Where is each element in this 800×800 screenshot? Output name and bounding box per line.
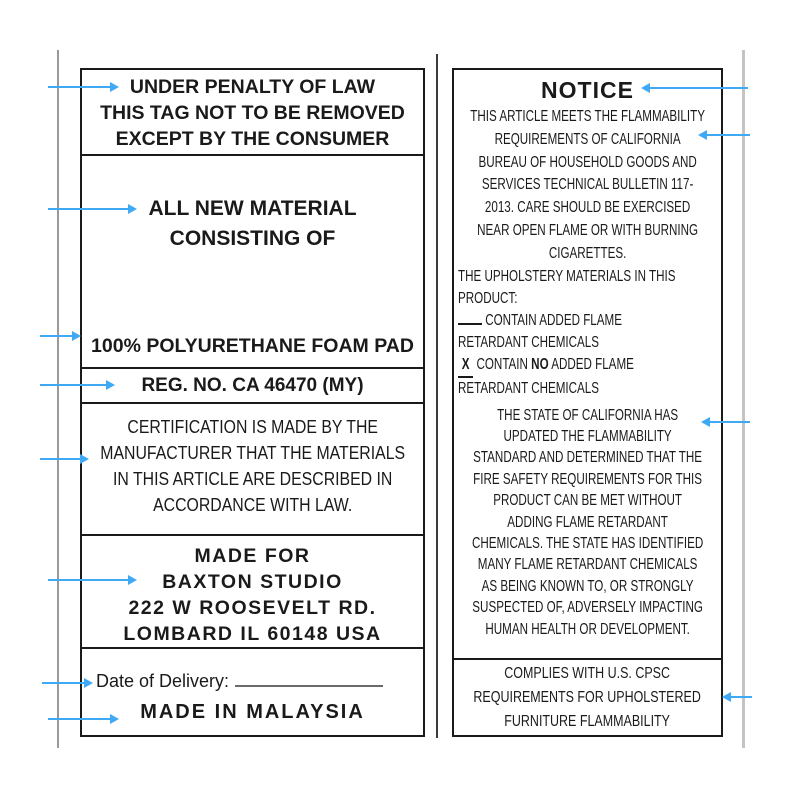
arrowhead-icon [698,130,707,140]
arrowhead-icon [701,417,710,427]
x-mark: X [458,354,473,378]
upholstery-line: PRODUCT: [458,289,518,307]
manufacturer-name: BAXTON STUDIO [162,570,343,593]
arrow-reg-no [40,384,106,386]
state-line: THE STATE OF CALIFORNIA HAS [496,406,679,424]
flammability-line: SERVICES TECHNICAL BULLETIN 117- [481,176,694,194]
certification-line: IN THIS ARTICLE ARE DESCRIBED IN [112,469,393,490]
notice-body [454,70,721,658]
certification-text [82,414,423,518]
date-of-delivery-label: Date of Delivery: [96,670,230,691]
arrow-date-of-delivery [42,682,84,684]
state-line: MANY FLAME RETARDANT CHEMICALS [477,556,698,574]
notice-right-panel [452,68,723,737]
upholstery-line: THE UPHOLSTERY MATERIALS IN THIS [458,267,676,285]
state-line: HUMAN HEALTH OR DEVELOPMENT. [485,620,690,638]
arrow-made-in-malaysia [48,718,110,720]
arrowhead-icon [641,83,650,93]
state-line: STANDARD AND DETERMINED THAT THE [473,449,702,467]
arrowhead-icon [84,678,93,688]
arrow-ca-requirements [707,134,750,136]
arrow-under-penalty [48,86,110,88]
arrow-cpsc [731,696,752,698]
arrowhead-icon [722,692,731,702]
no-contain-option-line2: RETARDANT CHEMICALS [458,379,600,397]
arrowhead-icon [110,714,119,724]
no-contain-pre: CONTAIN [473,355,532,373]
delivery-section [82,647,423,735]
penalty-line: THIS TAG NOT TO BE REMOVED [100,102,405,124]
arrow-foam-pad [40,335,72,337]
flammability-line: BUREAU OF HOUSEHOLD GOODS AND [478,153,697,171]
state-line: FIRE SAFETY REQUIREMENTS FOR THIS [473,470,702,488]
arrow-certification [40,458,80,460]
certification-section [82,402,423,533]
arrow-baxton-studio [48,579,128,581]
contain-option-text: CONTAIN ADDED FLAME [485,311,622,329]
state-line: UPDATED THE FLAMMABILITY [503,427,672,445]
no-contain-bold: NO [531,355,549,373]
state-paragraph [458,405,717,640]
arrowhead-icon [72,331,81,341]
state-line: AS BEING KNOWN TO, OR STRONGLY [481,577,694,595]
upholstery-heading [458,266,717,310]
flammability-line: 2013. CARE SHOULD BE EXERCISED [484,199,691,217]
made-for-line: MADE FOR [194,544,311,567]
penalty-section [82,70,423,154]
date-of-delivery-row [82,669,423,693]
made-for-section [82,534,423,647]
reg-no-section: REG. NO. CA 46470 (MY) [82,367,423,403]
flammability-line: THIS ARTICLE MEETS THE FLAMMABILITY [470,108,705,125]
penalty-line: UNDER PENALTY OF LAW [129,76,376,98]
certification-line: MANUFACTURER THAT THE MATERIALS [100,443,405,464]
arrowhead-icon [106,380,115,390]
law-label-left-panel [80,68,425,737]
certification-line: ACCORDANCE WITH LAW. [152,495,353,516]
cpsc-section [454,658,721,735]
contain-option-line2: RETARDANT CHEMICALS [458,333,600,351]
contain-option-line [458,310,717,332]
arrow-state-of-california [710,421,750,423]
foam-pad-line: 100% POLYURETHANE FOAM PAD [91,334,414,357]
cpsc-line: FURNITURE FLAMMABILITY [504,713,671,730]
no-contain-option-line [458,354,717,378]
material-section [82,154,423,366]
no-contain-post: ADDED FLAME [548,355,634,373]
arrowhead-icon [128,575,137,585]
crop-mark-right [742,50,745,748]
cpsc-line: COMPLIES WITH U.S. CPSC [504,665,671,682]
manufacturer-city: LOMBARD IL 60148 USA [123,622,382,645]
flammability-line: REQUIREMENTS OF CALIFORNIA [494,130,681,148]
notice-title: NOTICE [541,77,634,103]
material-line: CONSISTING OF [169,227,336,251]
flame-retardant-options [458,310,717,400]
blank-checkline [458,310,482,325]
material-line: ALL NEW MATERIAL [148,197,357,221]
manufacturer-street: 222 W ROOSEVELT RD. [128,596,377,619]
arrowhead-icon [110,82,119,92]
date-blank-line [235,671,383,687]
arrowhead-icon [80,454,89,464]
made-in-country: MADE IN MALAYSIA [140,700,365,723]
penalty-line: EXCEPT BY THE CONSUMER [115,128,390,150]
cpsc-text [454,662,721,734]
arrow-notice [650,87,748,89]
state-line: PRODUCT CAN BE MET WITHOUT [493,492,682,510]
fold-line [436,54,438,738]
crop-mark-left [57,50,59,748]
arrow-all-new-material [48,208,128,210]
state-line: SUSPECTED OF, ADVERSELY IMPACTING [472,599,703,617]
arrowhead-icon [128,204,137,214]
flammability-paragraph [458,106,717,266]
flammability-line: CIGARETTES. [548,244,627,262]
cpsc-line: REQUIREMENTS FOR UPHOLSTERED [473,689,702,706]
state-line: CHEMICALS. THE STATE HAS IDENTIFIED [471,535,704,553]
flammability-line: NEAR OPEN FLAME OR WITH BURNING [477,221,698,239]
state-line: ADDING FLAME RETARDANT [507,513,668,531]
certification-line: CERTIFICATION IS MADE BY THE [127,417,378,438]
